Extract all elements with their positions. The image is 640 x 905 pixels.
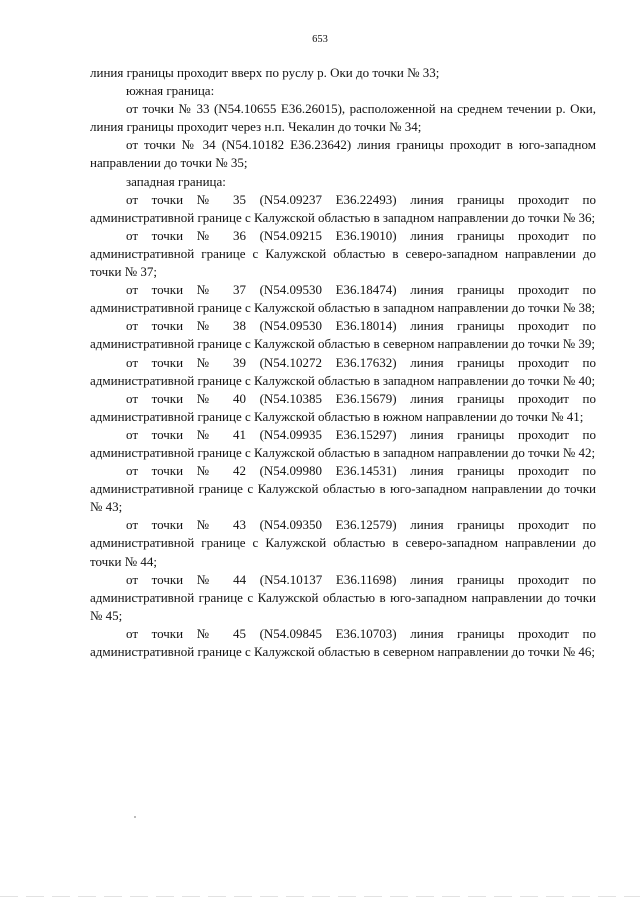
paragraph-point-37: от точки № 37 (N54.09530 E36.18474) линия границы проходит по административной границе с Калужской областью в западном направлении до точки № 38; [90,282,596,316]
document-body [90,64,596,661]
paragraph-point-44: от точки № 44 (N54.10137 E36.11698) линия границы проходит по административной границе с Калужской областью в юго-западном направлении до точки № 45; [90,571,596,623]
paragraph-point-33: от точки № 33 (N54.10655 E36.26015), расположенной на среднем течении р. Оки, линия границы проходит через н.п. Чекалин до точки № 34; [90,101,596,135]
paragraph-point-38: от точки № 38 (N54.09530 E36.18014) линия границы проходит по административной границе с Калужской областью в северном направлении до точки № 39; [90,318,596,352]
section-heading-west: западная граница: [126,173,226,189]
page-number: 653 [312,34,328,45]
paragraph-point-35: от точки № 35 (N54.09237 E36.22493) линия границы проходит по административной границе с Калужской областью в западном направлении до точки № 36; [90,191,596,225]
scan-speck [134,816,136,818]
paragraph-point-45: от точки № 45 (N54.09845 E36.10703) линия границы проходит по административной границе с Калужской областью в северном направлении до точки № 46; [90,625,596,659]
scan-edge-artifact [0,896,640,897]
paragraph-point-39: от точки № 39 (N54.10272 E36.17632) линия границы проходит по административной границе с Калужской областью в западном направлении до точки № 40; [90,354,596,388]
paragraph-point-42: от точки № 42 (N54.09980 E36.14531) линия границы проходит по административной границе с Калужской областью в юго-западном направлении до точки № 43; [90,463,596,515]
paragraph-point-41: от точки № 41 (N54.09935 E36.15297) линия границы проходит по административной границе с Калужской областью в западном направлении до точки № 42; [90,426,596,460]
section-heading-south: южная граница: [126,83,215,99]
paragraph-point-34: от точки № 34 (N54.10182 E36.23642) линия границы проходит в юго-западном направлении до точки № 35; [90,137,596,171]
paragraph-point-36: от точки № 36 (N54.09215 E36.19010) линия границы проходит по административной границе с Калужской областью в северо-западном направлении до точки № 37; [90,227,596,280]
paragraph-continuation: линия границы проходит вверх по руслу р. Оки до точки № 33; [90,65,440,80]
paragraph-point-40: от точки № 40 (N54.10385 E36.15679) линия границы проходит по административной границе с Калужской областью в южном направлении до точки № 41; [90,390,596,424]
paragraph-point-43: от точки № 43 (N54.09350 E36.12579) линия границы проходит по административной границе с Калужской областью в северо-западном направлении до точки № 44; [90,517,596,569]
